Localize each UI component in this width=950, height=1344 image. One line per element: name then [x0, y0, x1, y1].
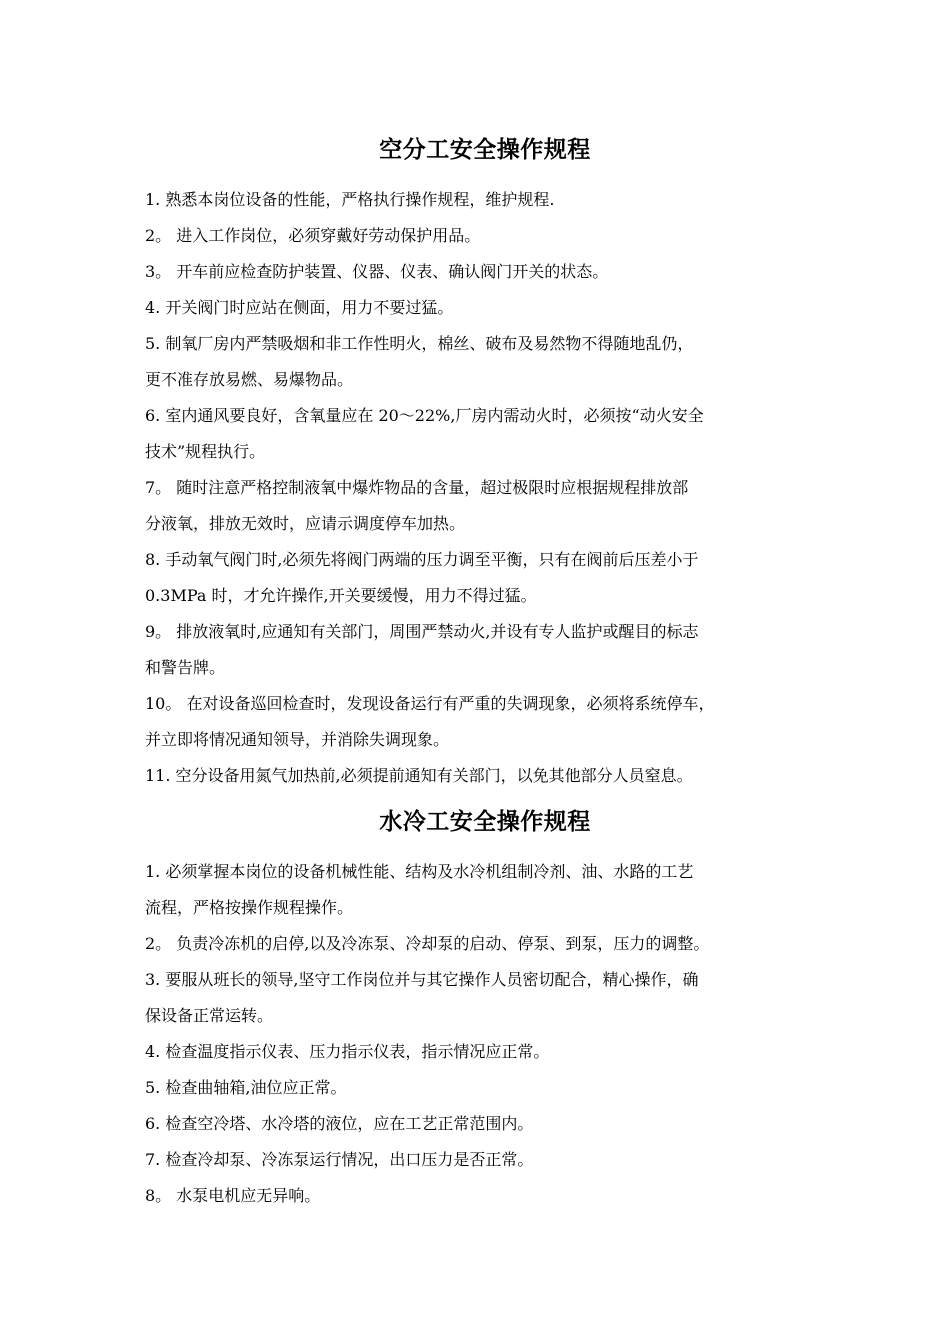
- section-title: 空分工安全操作规程: [379, 137, 591, 163]
- rule-text-line: 和警告牌。: [145, 658, 226, 677]
- rule-item: [145, 182, 825, 218]
- rule-text-line: 8. 手动氧气阀门时,必须先将阀门两端的压力调至平衡，只有在阀前后压差小于: [145, 550, 699, 569]
- rule-text-line: 5. 制氧厂房内严禁吸烟和非工作性明火，棉丝、破布及易然物不得随地乱仍，: [145, 334, 694, 353]
- rule-text-line: 2。 进入工作岗位，必须穿戴好劳动保护用品。: [145, 226, 481, 245]
- rule-item: [145, 962, 825, 1034]
- rule-text-line: 3。 开车前应检查防护装置、仪器、仪表、确认阀门开关的状态。: [145, 262, 609, 281]
- rule-text-line: 流程，严格按操作规程操作。: [145, 898, 354, 917]
- rule-text-line: 更不准存放易燃、易爆物品。: [145, 370, 354, 389]
- rule-list: [145, 182, 825, 794]
- rule-item: [145, 1070, 825, 1106]
- rule-item: [145, 326, 825, 398]
- rule-text-line: 保设备正常运转。: [145, 1006, 274, 1025]
- rule-text-line: 技术”规程执行。: [145, 442, 266, 461]
- rule-item: [145, 1178, 825, 1214]
- section-air-separation: [145, 128, 825, 794]
- rule-item: [145, 290, 825, 326]
- rule-item: [145, 686, 825, 758]
- rule-text-line: 2。 负责冷冻机的启停,以及冷冻泵、冷却泵的启动、停泵、到泵，压力的调整。: [145, 934, 710, 953]
- rule-item: [145, 542, 825, 614]
- rule-text-line: 1. 必须掌握本岗位的设备机械性能、结构及水冷机组制冷剂、油、水路的工艺: [145, 862, 694, 881]
- rule-text-line: 8。 水泵电机应无异响。: [145, 1186, 321, 1205]
- rule-item: [145, 1142, 825, 1178]
- rule-text-line: 并立即将情况通知领导，并消除失调现象。: [145, 730, 450, 749]
- section-water-cooling: [145, 800, 825, 1214]
- rule-text-line: 3. 要服从班长的领导,坚守工作岗位并与其它操作人员密切配合，精心操作，确: [145, 970, 699, 989]
- rule-text-line: 4. 检查温度指示仪表、压力指示仪表，指示情况应正常。: [145, 1042, 550, 1061]
- rule-text-line: 7。 随时注意严格控制液氧中爆炸物品的含量，超过极限时应根据规程排放部: [145, 478, 689, 497]
- rule-item: [145, 1034, 825, 1070]
- rule-list: [145, 854, 825, 1214]
- rule-text-line: 9。 排放液氧时,应通知有关部门，周围严禁动火,并设有专人监护或醒目的标志: [145, 622, 699, 641]
- rule-text-line: 6. 检查空冷塔、水冷塔的液位，应在工艺正常范围内。: [145, 1114, 534, 1133]
- rule-text-line: 10。 在对设备巡回检查时，发现设备运行有严重的失调现象，必须将系统停车，: [145, 694, 715, 713]
- rule-item: [145, 1106, 825, 1142]
- rule-item: [145, 398, 825, 470]
- rule-item: [145, 926, 825, 962]
- rule-text-line: 11. 空分设备用氮气加热前,必须提前通知有关部门，以免其他部分人员窒息。: [145, 766, 693, 785]
- rule-text-line: 6. 室内通风要良好，含氧量应在 20～22%,厂房内需动火时，必须按“动火安全: [145, 406, 704, 425]
- rule-text-line: 0.3MPa 时，才允许操作,开关要缓慢，用力不得过猛。: [145, 586, 537, 605]
- rule-text-line: 5. 检查曲轴箱,油位应正常。: [145, 1078, 347, 1097]
- rule-item: [145, 254, 825, 290]
- rule-item: [145, 758, 825, 794]
- section-title: 水冷工安全操作规程: [379, 809, 591, 835]
- rule-item: [145, 614, 825, 686]
- rule-text-line: 7. 检查冷却泵、冷冻泵运行情况，出口压力是否正常。: [145, 1150, 534, 1169]
- document-body: [145, 128, 825, 1214]
- rule-text-line: 分液氧，排放无效时，应请示调度停车加热。: [145, 514, 466, 533]
- rule-text-line: 4. 开关阀门时应站在侧面，用力不要过猛。: [145, 298, 454, 317]
- rule-text-line: 1. 熟悉本岗位设备的性能，严格执行操作规程，维护规程.: [145, 190, 555, 209]
- rule-item: [145, 218, 825, 254]
- rule-item: [145, 854, 825, 926]
- rule-item: [145, 470, 825, 542]
